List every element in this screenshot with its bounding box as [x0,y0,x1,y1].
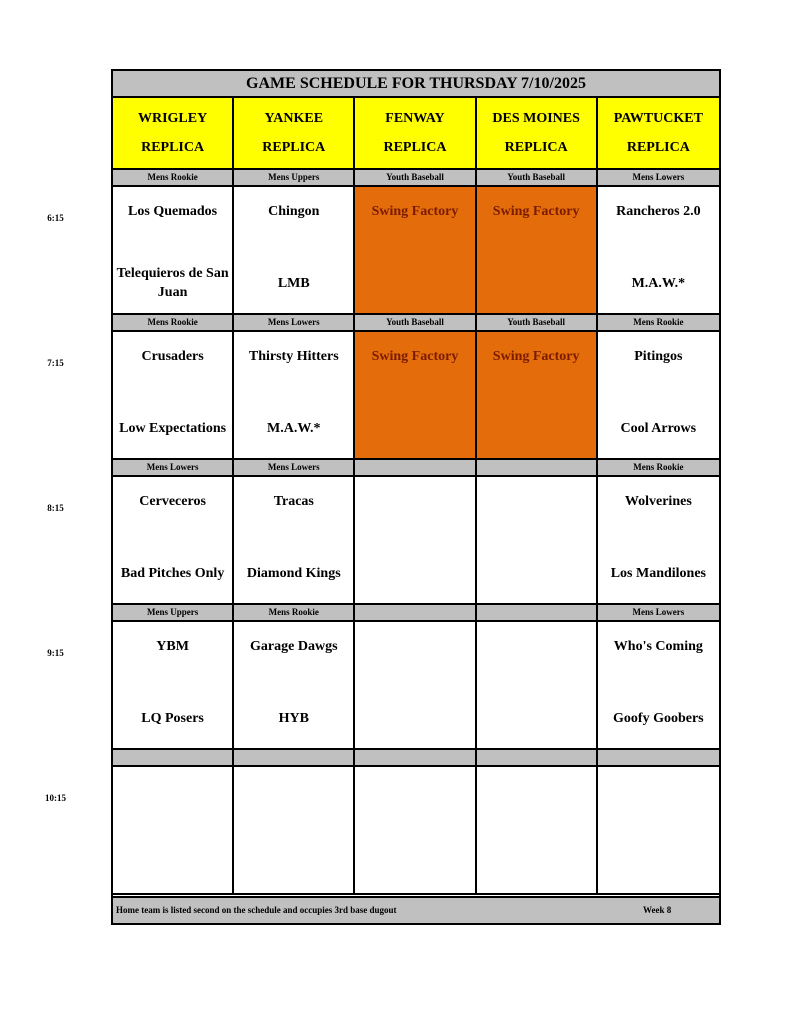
home-team: Telequieros de San Juan [116,266,229,300]
home-team [355,255,474,311]
division-label [477,750,598,767]
home-team: LQ Posers [141,710,204,726]
field-type: REPLICA [626,139,690,155]
footer-bar [113,896,719,923]
away-team: Swing Factory [371,349,459,364]
time-label: 6:15 [47,213,64,223]
division-label: Youth Baseball [477,315,598,332]
home-team: M.A.W.* [631,275,686,291]
division-row [113,315,719,332]
game-cell [477,622,598,750]
away-team: Tracas [273,494,314,509]
home-team [477,545,596,601]
away-team: Cerveceros [139,494,206,509]
home-team: Low Expectations [119,420,227,436]
home-team [598,835,719,891]
footer-note: Home team is listed second on the schedule and occupies 3rd base dugout [116,905,397,915]
away-team: Garage Dawgs [250,639,338,654]
game-cell [113,332,234,460]
division-label: Mens Rookie [113,315,234,332]
week-label: Week 8 [643,905,672,915]
time-label: 8:15 [47,503,64,513]
home-team [477,255,596,311]
division-label: Mens Lowers [598,605,719,622]
home-team [234,835,353,891]
away-team: Thirsty Hitters [248,349,339,364]
time-slot [113,605,719,750]
game-row [113,767,719,895]
home-team [355,400,474,456]
schedule-table [111,69,721,925]
game-cell [477,332,598,460]
division-label: Mens Rookie [234,605,355,622]
away-team: Rancheros 2.0 [616,204,701,219]
game-cell [355,332,476,460]
field-header-wrigley [113,98,234,170]
game-row [113,332,719,460]
field-name: DES MOINES [492,110,580,126]
field-header-yankee [234,98,355,170]
away-team: Swing Factory [371,204,459,219]
division-label: Mens Lowers [113,460,234,477]
division-label [355,750,476,767]
division-label [355,605,476,622]
game-cell [477,187,598,315]
game-cell [355,767,476,895]
home-team [113,835,232,891]
division-label [477,460,598,477]
time-label: 9:15 [47,648,64,658]
home-team: LMB [277,275,310,291]
field-name: FENWAY [385,110,445,126]
home-team: Bad Pitches Only [120,565,225,581]
away-team: Crusaders [141,349,204,364]
game-cell [477,767,598,895]
game-cell [355,187,476,315]
field-name: WRIGLEY [137,110,208,126]
field-type: REPLICA [504,139,568,155]
division-label: Mens Uppers [113,605,234,622]
field-header-des-moines [477,98,598,170]
home-team [355,545,474,601]
time-slot [113,750,719,895]
division-label: Youth Baseball [355,170,476,187]
away-team: Chingon [268,204,320,219]
home-team: Los Mandilones [610,565,706,581]
game-row [113,477,719,605]
division-row [113,170,719,187]
field-name: YANKEE [264,110,324,126]
game-cell [598,767,719,895]
field-header-pawtucket [598,98,719,170]
game-cell [598,622,719,750]
field-type: REPLICA [141,139,205,155]
time-label: 10:15 [45,793,66,803]
home-team [477,400,596,456]
division-label [234,750,355,767]
home-team [477,835,596,891]
field-header-row [113,98,719,170]
home-team: Goofy Goobers [613,710,704,726]
away-team: Swing Factory [492,349,580,364]
away-team: Los Quemados [128,204,218,219]
division-label [477,605,598,622]
division-label: Youth Baseball [355,315,476,332]
home-team [477,690,596,746]
time-slot [113,170,719,315]
game-cell [234,332,355,460]
game-cell [234,622,355,750]
away-team: Pitingos [634,349,683,364]
time-slot [113,460,719,605]
division-row [113,605,719,622]
home-team [355,690,474,746]
away-team: Swing Factory [492,204,580,219]
game-cell [598,477,719,605]
field-type: REPLICA [262,139,326,155]
game-cell [234,767,355,895]
division-label: Mens Lowers [234,460,355,477]
away-team: Who's Coming [613,639,703,654]
division-row [113,750,719,767]
division-label: Mens Rookie [113,170,234,187]
division-label: Mens Lowers [234,315,355,332]
home-team: M.A.W.* [267,420,321,436]
division-label: Mens Lowers [598,170,719,187]
time-label: 7:15 [47,358,64,368]
home-team [355,835,474,891]
game-cell [598,332,719,460]
game-cell [355,622,476,750]
division-label: Mens Rookie [598,315,719,332]
game-cell [113,622,234,750]
game-row [113,622,719,750]
game-cell [113,477,234,605]
division-label: Youth Baseball [477,170,598,187]
division-label [113,750,234,767]
schedule-title: GAME SCHEDULE FOR THURSDAY 7/10/2025 [113,71,719,98]
game-cell [598,187,719,315]
away-team: YBM [156,639,189,654]
time-slot [113,315,719,460]
division-label: Mens Rookie [598,460,719,477]
field-header-fenway [355,98,476,170]
division-label [355,460,476,477]
game-cell [477,477,598,605]
game-cell [234,187,355,315]
home-team: Diamond Kings [246,565,341,581]
game-row [113,187,719,315]
away-team: Wolverines [624,494,692,509]
field-type: REPLICA [383,139,447,155]
game-cell [113,767,234,895]
game-cell [113,187,234,315]
division-label [598,750,719,767]
game-cell [234,477,355,605]
division-label: Mens Uppers [234,170,355,187]
field-name: PAWTUCKET [613,110,703,126]
home-team: HYB [278,710,309,726]
game-cell [355,477,476,605]
division-row [113,460,719,477]
home-team: Cool Arrows [620,420,697,436]
